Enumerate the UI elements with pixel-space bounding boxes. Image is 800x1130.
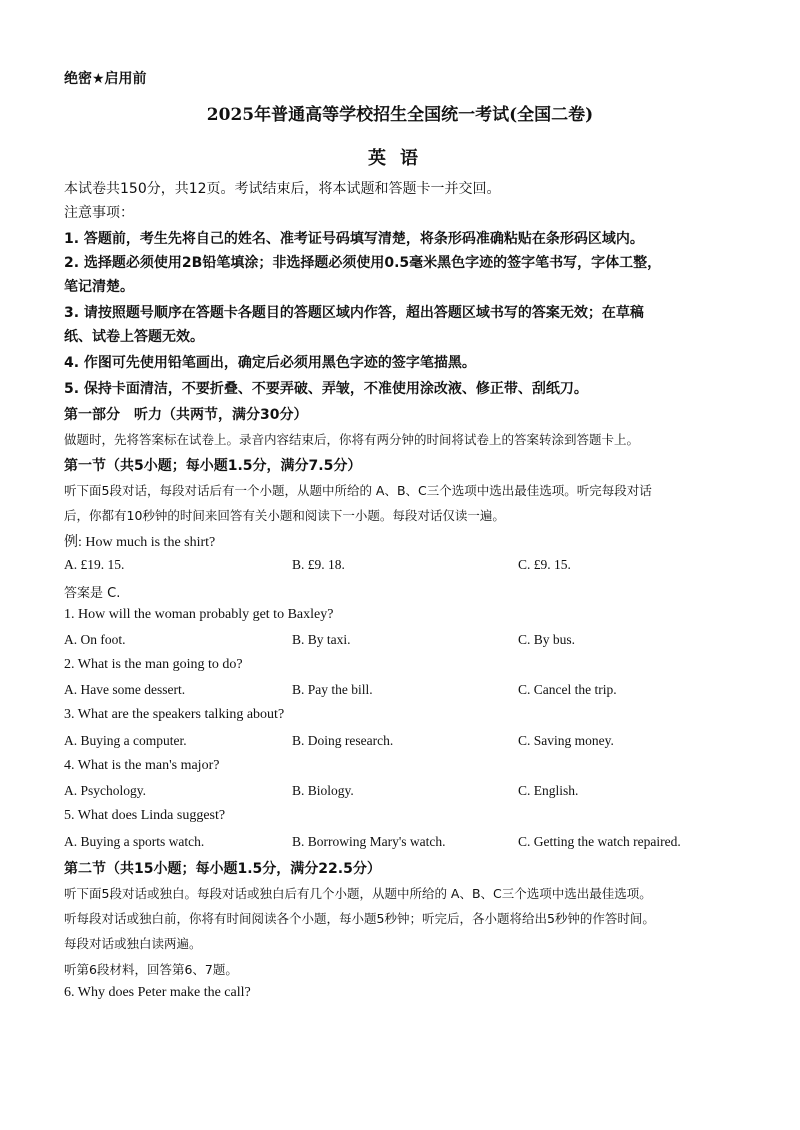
section2-instruction-3: 每段对话或独白读两遍。 — [64, 936, 202, 951]
example-option-c: C. £9. 15. — [518, 557, 571, 572]
note-5: 5. 保持卡面清洁，不要折叠、不要弄破、弄皱，不准使用涂改液、修正带、刮纸刀。 — [64, 381, 588, 397]
q1-option-c: C. By bus. — [518, 632, 576, 647]
question-2: 2. What is the man going to do? — [64, 657, 243, 672]
subject-title: 英语 — [368, 148, 432, 169]
intro-text: 本试卷共150分，共12页。考试结束后，将本试题和答题卡一并交回。 — [64, 181, 501, 197]
section1-instruction-2: 后，你都有10秒钟的时间来回答有关小题和阅读下一小题。每段对话仅读一遍。 — [64, 508, 505, 523]
q2-option-a: A. Have some dessert. — [64, 682, 186, 697]
section2-instruction-2: 听每段对话或独白前，你将有时间阅读各个小题，每小题5秒钟；听完后，各小题将给出5秒钟的作答时间。 — [64, 911, 655, 926]
q4-option-b: B. Biology. — [292, 783, 354, 798]
q5-option-c: C. Getting the watch repaired. — [518, 834, 681, 849]
exam-title: 2025年普通高等学校招生全国统一考试(全国二卷) — [206, 105, 594, 125]
q2-option-b: B. Pay the bill. — [292, 682, 373, 697]
part1-instruction: 做题时，先将答案标在试卷上。录音内容结束后，你将有两分钟的时间将试卷上的答案转涂到答题卡上。 — [64, 432, 640, 447]
material-note: 听第6段材料，回答第6、7题。 — [64, 962, 238, 977]
question-4: 4. What is the man's major? — [64, 758, 220, 773]
example-option-a: A. £19. 15. — [64, 557, 125, 572]
q3-option-a: A. Buying a computer. — [64, 733, 187, 748]
example-option-b: B. £9. 18. — [292, 557, 345, 572]
section1-instruction-1: 听下面5段对话，每段对话后有一个小题，从题中所给的 A、B、C三个选项中选出最佳选项。听完每段对话 — [64, 483, 652, 498]
q5-option-b: B. Borrowing Mary's watch. — [292, 834, 446, 849]
section2-instruction-1: 听下面5段对话或独白。每段对话或独白后有几个小题，从题中所给的 A、B、C三个选项中选出最佳选项。 — [64, 886, 652, 901]
part1-title: 第一部分 听力（共两节，满分30分） — [64, 407, 308, 423]
q5-option-a: A. Buying a sports watch. — [64, 834, 205, 849]
q3-option-b: B. Doing research. — [292, 733, 394, 748]
note-3: 3. 请按照题号顺序在答题卡各题目的答题区域内作答，超出答题区域书写的答案无效；在草稿 — [64, 305, 644, 321]
question-3: 3. What are the speakers talking about? — [64, 707, 285, 722]
q2-option-c: C. Cancel the trip. — [518, 682, 617, 697]
notes-title: 注意事项： — [64, 205, 134, 221]
note-2-cont: 笔记清楚。 — [64, 279, 134, 295]
note-1: 1. 答题前，考生先将自己的姓名、准考证号码填写清楚，将条形码准确粘贴在条形码区域内。 — [64, 231, 644, 247]
question-6: 6. Why does Peter make the call? — [64, 985, 251, 1000]
question-5: 5. What does Linda suggest? — [64, 808, 226, 823]
q4-option-a: A. Psychology. — [64, 783, 147, 798]
q4-option-c: C. English. — [518, 783, 579, 798]
example-answer: 答案是 C. — [64, 586, 121, 601]
q3-option-c: C. Saving money. — [518, 733, 614, 748]
note-4: 4. 作图可先使用铅笔画出，确定后必须用黑色字迹的签字笔描黑。 — [64, 355, 476, 371]
section1-title: 第一节（共5小题；每小题1.5分，满分7.5分） — [64, 458, 362, 474]
q1-option-a: A. On foot. — [64, 632, 126, 647]
example-question: 例: How much is the shirt? — [64, 535, 216, 550]
q1-option-b: B. By taxi. — [292, 632, 351, 647]
note-3-cont: 纸、试卷上答题无效。 — [64, 329, 204, 345]
confidential-label: 绝密★启用前 — [64, 71, 147, 87]
note-2: 2. 选择题必须使用2B铅笔填涂；非选择题必须使用0.5毫米黑色字迹的签字笔书写，字体工整， — [64, 255, 662, 271]
section2-title: 第二节（共15小题；每小题1.5分，满分22.5分） — [64, 861, 381, 877]
question-1: 1. How will the woman probably get to Baxley? — [64, 607, 334, 622]
